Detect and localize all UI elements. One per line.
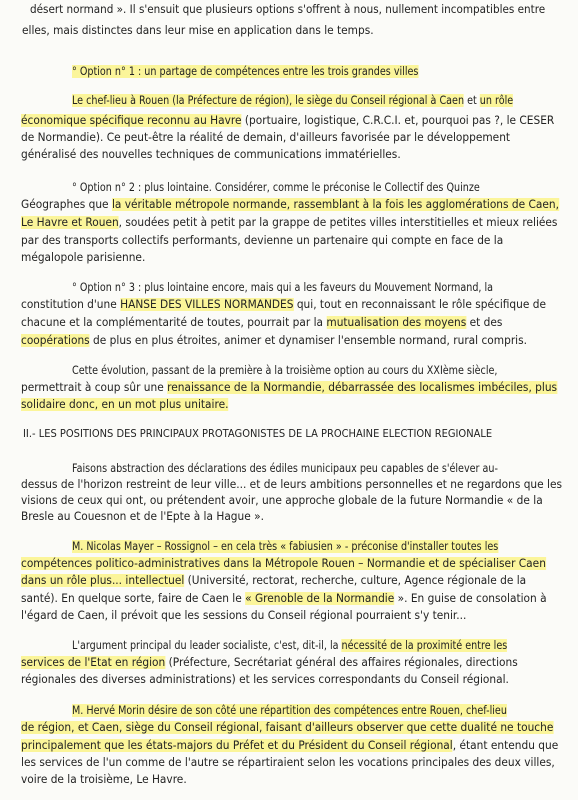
text-segment: (portuaire, logistique, C.R.C.I. et, pourquoi pas ?, le CESER (241, 114, 555, 127)
text-segment: et des (466, 316, 503, 329)
highlighted-text: de région, et Caen, siège du Conseil régional, faisant d'ailleurs observer que cette dualité ne touche (21, 721, 554, 734)
text-segment: et (464, 94, 480, 107)
text-line (72, 704, 563, 718)
text-segment: visions de ceux qui ont, ou prétendent avoir, une approche globale de la future Normandie « de la (21, 494, 543, 507)
text-segment: Bresle au Couesnon et de l'Epte à la Hague ». (21, 510, 264, 523)
text-line (72, 94, 563, 108)
text-line (21, 334, 563, 348)
text-line (21, 609, 563, 623)
highlighted-text: solidaire donc, en un mot plus unitaire. (21, 398, 229, 411)
text-segment: par des transports collectifs performants, devienne un partenaire qui compte en face de la (21, 234, 504, 247)
text-segment: mégalopole parisienne. (21, 251, 146, 264)
text-line (21, 592, 563, 606)
text-segment: permettrait à coup sûr une (21, 381, 168, 394)
highlighted-text: services de l'Etat en région (21, 656, 166, 669)
text-line (72, 364, 563, 378)
text-segment: Cette évolution, passant de la première à la troisième option au cours du XXIème siècle, (72, 364, 498, 377)
text-segment: constitution d'une (21, 298, 121, 311)
highlighted-text: ° Option n° 1 : un partage de compétences entre les trois grandes villes (72, 65, 419, 78)
text-segment: santé). En quelque sorte, faire de Caen le (21, 592, 246, 605)
highlighted-text: Le Havre et Rouen (21, 216, 119, 229)
text-line (21, 510, 563, 524)
highlighted-text: renaissance de la Normandie, débarrassée des localismes imbéciles, plus (167, 381, 558, 394)
text-line (72, 540, 563, 554)
text-line (21, 251, 563, 265)
text-line (21, 398, 563, 412)
text-segment: chacune et la complémentarité de toutes, pourrait par la (21, 316, 327, 329)
text-line (21, 131, 563, 145)
text-segment: généralisé des nouvelles techniques de communications immatérielles. (21, 148, 401, 161)
text-segment: dessus de l'horizon restreint de leur ville... et de leurs ambitions personnelles et ne regardons que les (21, 478, 563, 491)
text-line (21, 756, 563, 770)
text-line (21, 148, 563, 162)
text-segment: les services de l'un comme de l'autre se répartiraient selon les vocations principales des deux villes, (21, 756, 555, 769)
text-segment: régionales des diverses administrations) et les services correspondants du Conseil régional. (21, 673, 509, 686)
text-line (21, 656, 563, 670)
text-line (21, 114, 563, 128)
text-segment: , soudées petit à petit par la grappe de petites villes interstitielles et mieux reliées (118, 216, 558, 229)
highlighted-text: coopérations (21, 334, 90, 347)
text-line (21, 739, 563, 753)
text-line (22, 24, 563, 38)
text-segment: L'argument principal du leader socialiste, c'est, dit-il, la (72, 639, 342, 652)
text-line (21, 216, 563, 230)
text-line (21, 721, 563, 735)
text-line (72, 462, 563, 476)
text-segment: ». En guise de consolation à (394, 592, 547, 605)
text-segment: ° Option n° 2 : plus lointaine. Considérer, comme le préconise le Collectif des Quinze (72, 181, 480, 194)
text-segment: elles, mais distinctes dans leur mise en application dans le temps. (22, 24, 374, 37)
highlighted-text: le siège du Conseil régional à Caen (295, 94, 465, 107)
text-segment: voire de la troisième, Le Havre. (21, 773, 187, 786)
text-line (21, 673, 563, 687)
highlighted-text: « Grenoble de la Normandie (245, 592, 395, 605)
text-line (72, 639, 563, 653)
highlighted-text: principalement que les états-majors du Préfet et du Président du Conseil régional (21, 739, 453, 752)
highlighted-text: Le chef-lieu à Rouen (la Préfecture de région), (72, 94, 296, 107)
highlighted-text: M. Hervé Morin désire de son côté une répartition des compétences entre Rouen, chef-lieu (72, 704, 507, 717)
highlighted-text: économique spécifique reconnu au Havre (21, 114, 242, 127)
text-line (21, 574, 563, 588)
text-line (21, 478, 563, 492)
heading-text: II.- LES POSITIONS DES PRINCIPAUX PROTAGONISTES DE LA PROCHAINE ELECTION REGIONALE (23, 428, 493, 440)
highlighted-text: dans un rôle plus... intellectuel (21, 574, 185, 587)
text-line (21, 316, 563, 330)
text-segment: (Université, rectorat, recherche, culture, Agence régionale de la (184, 574, 527, 587)
text-line (72, 181, 563, 195)
text-segment: de plus en plus étroites, animer et dynamiser l'ensemble normand, rural compris. (89, 334, 528, 347)
text-segment: de Normandie). Ce peut-être la réalité de demain, d'ailleurs favorisée par le développement (21, 131, 511, 144)
text-line (72, 281, 563, 295)
text-line (21, 234, 563, 248)
text-line (21, 381, 563, 395)
text-line (30, 3, 563, 17)
text-line (21, 198, 563, 212)
text-segment: désert normand ». Il s'ensuit que plusieurs options s'offrent à nous, nullement incompatibles entre (30, 3, 546, 16)
highlighted-text: M. Nicolas Mayer – Rossignol – en cela très « fabiusien » - préconise d'installer toutes les (72, 540, 499, 553)
highlighted-text: mutualisation des moyens (326, 316, 467, 329)
section-heading (23, 427, 563, 441)
highlighted-text: HANSE DES VILLES NORMANDES (120, 298, 294, 311)
text-segment: qui, tout en reconnaissant le rôle spécifique de (293, 298, 547, 311)
text-line (21, 557, 563, 571)
text-line (21, 494, 563, 508)
text-segment: ° Option n° 3 : plus lointaine encore, mais qui a les faveurs du Mouvement Normand, la (72, 281, 494, 294)
text-segment: l'égard de Caen, il prévoit que les sessions du Conseil régional pourraient s'y tenir... (21, 609, 467, 622)
highlighted-text: nécessité de la proximité entre les (341, 639, 508, 652)
text-segment: Géographes que (21, 198, 112, 211)
highlighted-text: la véritable métropole normande, rassemblant à la fois les agglomérations de Caen, (111, 198, 560, 211)
option-1-heading (72, 65, 563, 79)
text-segment: , étant entendu que (452, 739, 559, 752)
highlighted-text: compétences politico-administratives dans la Métropole Rouen – Normandie et de spécialiser Caen (21, 557, 546, 570)
text-line (21, 773, 563, 787)
highlighted-text: un rôle (479, 94, 514, 107)
text-segment: (Préfecture, Secrétariat général des affaires régionales, directions (165, 656, 518, 669)
text-segment: Faisons abstraction des déclarations des édiles municipaux peu capables de s'élever au- (72, 462, 498, 475)
text-line (21, 298, 563, 312)
